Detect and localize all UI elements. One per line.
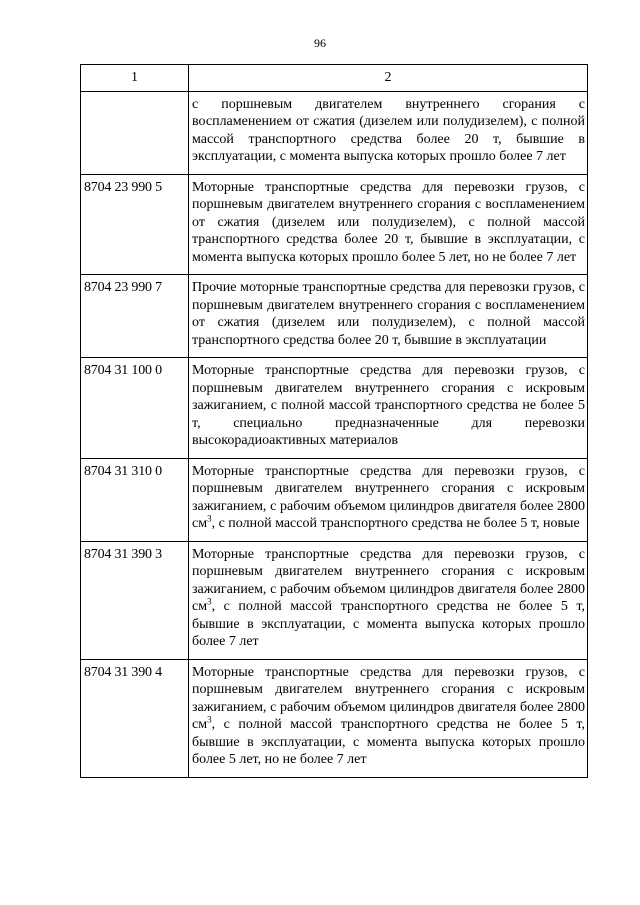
description-text-part: Моторные транспортные средства для перевозки грузов, с поршневым двигателем внутреннего сгорания с искровым зажиганием, с рабочим объемом цилиндров двигателя более 2800 см [192, 546, 585, 614]
description-text-part: , с полной массой транспортного средства не более 5 т, новые [211, 516, 580, 531]
row-code: 8704 31 390 3 [81, 541, 189, 659]
row-description [189, 541, 588, 659]
table-row [81, 275, 588, 358]
page-number: 96 [314, 36, 326, 50]
row-code: 8704 31 310 0 [81, 458, 189, 541]
row-description [189, 659, 588, 777]
row-description [189, 458, 588, 541]
row-code: 8704 31 390 4 [81, 659, 189, 777]
row-description: Моторные транспортные средства для перевозки грузов, с поршневым двигателем внутреннего сгорания с искровым зажиганием, с полной массой транспортного средства не более 5 т, специально предназначенные для перевозки высокорадиоактивных материалов [189, 358, 588, 459]
table-row [81, 659, 588, 777]
row-code: 8704 23 990 7 [81, 275, 189, 358]
superscript: 3 [207, 596, 212, 607]
table-row [81, 458, 588, 541]
description-text-part: Моторные транспортные средства для перевозки грузов, с поршневым двигателем внутреннего сгорания с искровым зажиганием, с рабочим объемом цилиндров двигателя более 2800 см [192, 463, 585, 531]
row-description: с поршневым двигателем внутреннего сгорания с воспламенением от сжатия (дизелем или полудизелем), с полной массой транспортного средства более 20 т, бывшие в эксплуатации, с момента выпуска которых прошло более 7 лет [189, 91, 588, 174]
row-description: Прочие моторные транспортные средства для перевозки грузов, с поршневым двигателем внутреннего сгорания с воспламенением от сжатия (дизелем или полудизелем), с полной массой транспортного средства более 20 т, бывшие в эксплуатации [189, 275, 588, 358]
row-code: 8704 31 100 0 [81, 358, 189, 459]
row-description: Моторные транспортные средства для перевозки грузов, с поршневым двигателем внутреннего сгорания с воспламенением от сжатия (дизелем или полудизелем), с полной массой транспортного средства более 20 т, бывшие в эксплуатации, с момента выпуска которых прошло более 5 лет, но не более 7 лет [189, 174, 588, 275]
table-row [81, 541, 588, 659]
description-text-part: , с полной массой транспортного средства не более 5 т, бывшие в эксплуатации, с момента выпуска которых прошло более 5 лет, но не более 7 лет [192, 717, 585, 767]
description-text-part: , с полной массой транспортного средства не более 5 т, бывшие в эксплуатации, с момента выпуска которых прошло более 7 лет [192, 599, 585, 649]
table-row [81, 91, 588, 174]
column-header-1: 1 [81, 65, 189, 92]
superscript: 3 [207, 714, 212, 725]
row-code: 8704 23 990 5 [81, 174, 189, 275]
row-code [81, 91, 189, 174]
table-row [81, 174, 588, 275]
table-header-row [81, 65, 588, 92]
tariff-code-table [80, 64, 588, 778]
description-text-part: Моторные транспортные средства для перевозки грузов, с поршневым двигателем внутреннего сгорания с искровым зажиганием, с рабочим объемом цилиндров двигателя более 2800 см [192, 664, 585, 732]
superscript: 3 [207, 513, 212, 524]
column-header-2: 2 [189, 65, 588, 92]
table-row [81, 358, 588, 459]
